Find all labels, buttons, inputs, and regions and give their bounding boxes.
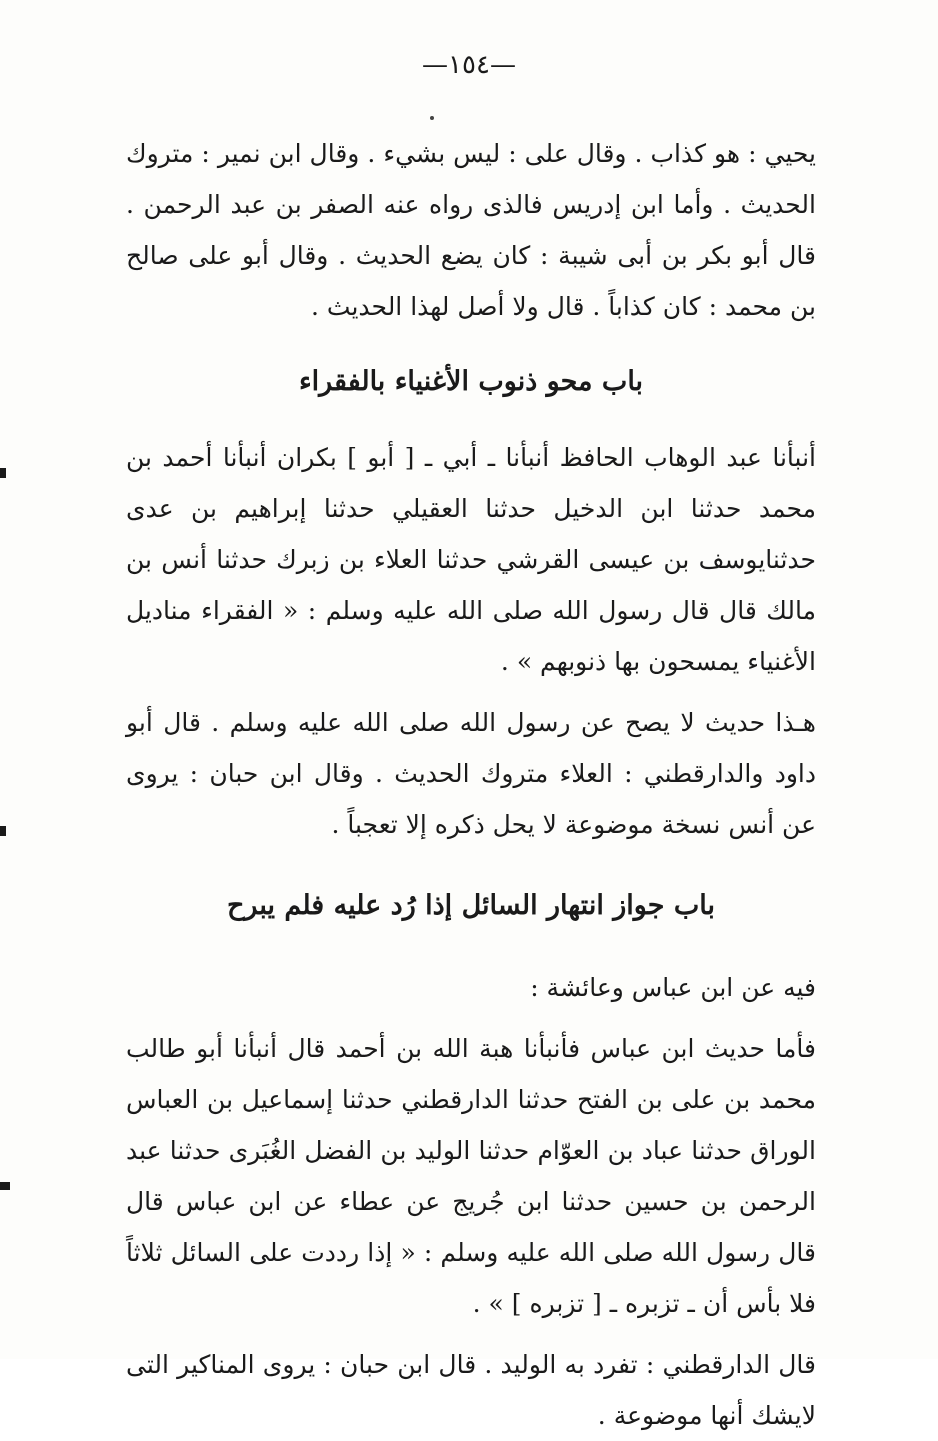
paragraph-daraqutni-note: قال الدارقطني : تفرد به الوليد . قال ابن حبان : يروى المناكير التى لايشك أنها موضوعة .	[126, 1350, 816, 1430]
ink-dot	[430, 116, 434, 120]
paragraph-ibn-abbas-hadith: فأما حديث ابن عباس فأنبأنا هبة الله بن أحمد قال أنبأنا أبو طالب محمد بن على بن الفتح حدثنا الدارقطني حدثنا إسماعيل بن العباس الوراق حدثنا عباد بن العوّام حدثنا الوليد بن الفضل الغُبَرى حدثنا عبد الرحمن بن حسين حدثنا ابن جُريج عن عطاء عن ابن عباس قال قال رسول الله صلى الله عليه وسلم : « إذا رددت على السائل ثلاثاً فلا بأس أن ـ تزبره ـ [ تزبره ] » .	[126, 1034, 816, 1318]
page-body	[126, 128, 816, 1441]
chapter-heading-2: باب جواز انتهار السائل إذا رُد عليه فلم يبرح	[227, 890, 715, 921]
scan-edge-mark	[0, 468, 6, 478]
paragraph-narrators: يحيي : هو كذاب . وقال على : ليس بشيء . وقال ابن نمير : متروك الحديث . وأما ابن إدريس فالذى رواه عنه الصفر بن عبد الرحمن . قال أبو بكر بن أبى شيبة : كان يضع الحديث . وقال أبو على صالح بن محمد : كان كذاباً . قال ولا أصل لهذا الحديث .	[126, 139, 816, 321]
page-number: —١٥٤—	[422, 50, 516, 80]
chapter-heading-1: باب محو ذنوب الأغنياء بالفقراء	[298, 366, 644, 397]
paragraph-sources: فيه عن ابن عباس وعائشة :	[530, 973, 816, 1002]
paragraph-hadith-isnad: أنبأنا عبد الوهاب الحافظ أنبأنا ـ أبي ـ [ أبو ] بكران أنبأنا أحمد بن محمد حدثنا ابن الدخيل حدثنا العقيلي حدثنا إبراهيم بن عدى حدثنايوسف بن عيسى القرشي حدثنا العلاء بن زبرك حدثنا أنس بن مالك قال قال رسول الله صلى الله عليه وسلم : « الفقراء مناديل الأغنياء يمسحون بها ذنوبهم » .	[126, 443, 816, 676]
paragraph-hadith-grading: هـذا حديث لا يصح عن رسول الله صلى الله عليه وسلم . قال أبو داود والدارقطني : العلاء متروك الحديث . وقال ابن حبان : يروى عن أنس نسخة موضوعة لا يحل ذكره إلا تعجباً .	[126, 708, 816, 839]
scan-edge-mark	[0, 826, 6, 836]
scan-edge-mark	[0, 1182, 10, 1190]
